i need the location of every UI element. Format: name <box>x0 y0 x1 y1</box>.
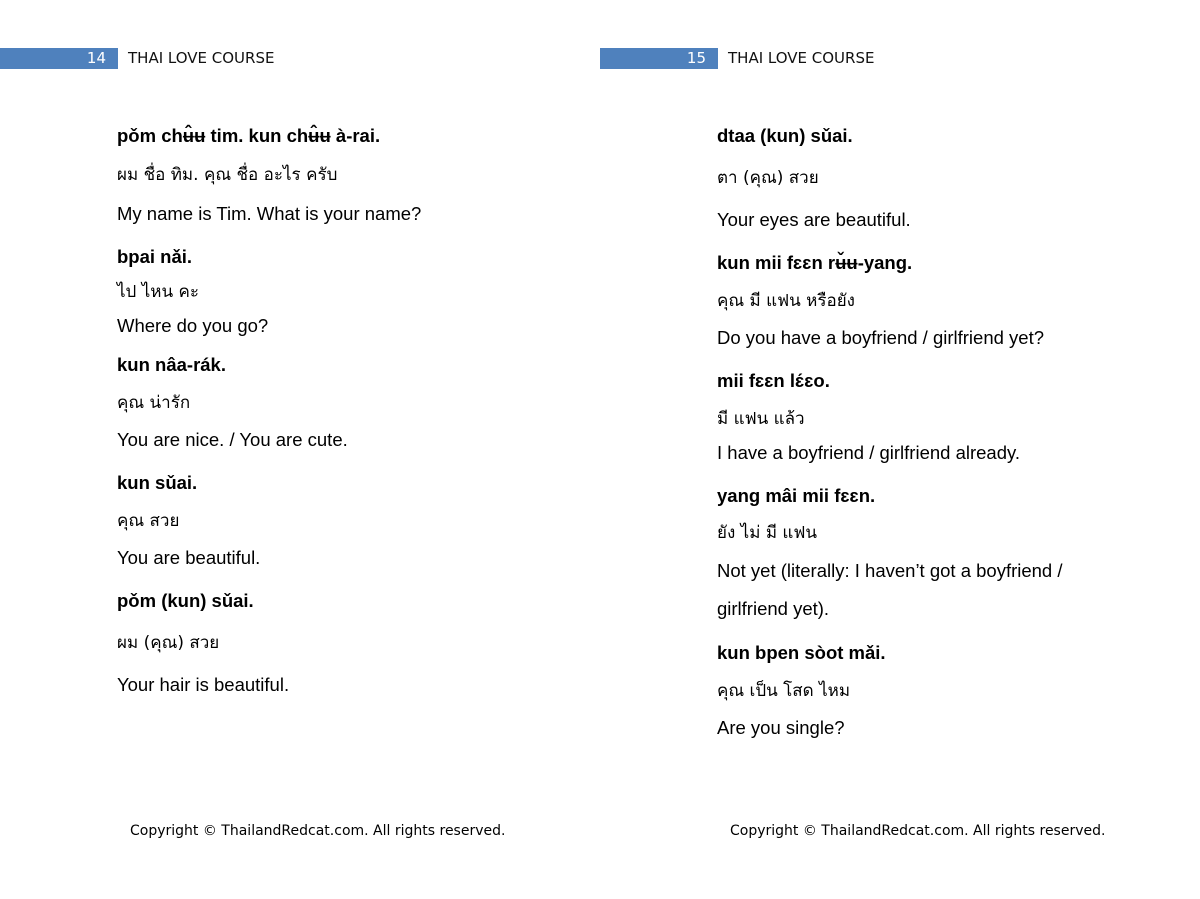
thai-text: คุณ มี แฟน หรือยัง <box>717 291 855 311</box>
page-number-bar <box>0 48 118 69</box>
copyright-footer: Copyright © ThailandRedcat.com. All rights reserved. <box>130 823 506 839</box>
transliteration: kun sǔai. <box>117 472 198 493</box>
thai-text: ตา (คุณ) สวย <box>717 168 819 188</box>
thai-text: ผม ชื่อ ทิม. คุณ ชื่อ อะไร ครับ <box>117 165 338 185</box>
english-translation: Your eyes are beautiful. <box>717 209 911 230</box>
page-header <box>600 48 1200 69</box>
transliteration: yang mâi mii fɛɛn. <box>717 485 876 506</box>
thai-text: คุณ สวย <box>117 511 180 531</box>
transliteration: pǒm chʉ̂ʉ tim. kun chʉ̂ʉ à-rai. <box>117 125 381 146</box>
english-translation: Your hair is beautiful. <box>117 674 290 695</box>
thai-text: คุณ เป็น โสด ไหม <box>717 681 851 701</box>
english-translation: I have a boyfriend / girlfriend already. <box>717 442 1021 463</box>
header-title: THAI LOVE COURSE <box>728 49 875 67</box>
right-page <box>600 0 1200 899</box>
transliteration: kun nâa-rák. <box>117 354 226 375</box>
page-number-bar <box>600 48 718 69</box>
page-number: 15 <box>686 49 706 67</box>
transliteration: bpai nǎi. <box>117 246 193 267</box>
transliteration: dtaa (kun) sǔai. <box>717 125 853 146</box>
english-translation-continued: girlfriend yet). <box>717 598 830 619</box>
transliteration: kun mii fɛɛn rʉ̌ʉ-yang. <box>717 252 913 273</box>
english-translation: Are you single? <box>717 717 845 738</box>
header-title: THAI LOVE COURSE <box>128 49 275 67</box>
transliteration: mii fɛɛn lɛ́ɛo. <box>717 370 830 391</box>
english-translation: You are beautiful. <box>117 547 261 568</box>
thai-text: ผม (คุณ) สวย <box>117 633 220 653</box>
english-translation: Not yet (literally: I haven’t got a boyfriend / <box>717 560 1063 581</box>
thai-text: ยัง ไม่ มี แฟน <box>717 523 818 543</box>
english-translation: My name is Tim. What is your name? <box>117 203 422 224</box>
page-header <box>0 48 600 69</box>
thai-text: มี แฟน แล้ว <box>717 409 805 429</box>
copyright-footer: Copyright © ThailandRedcat.com. All rights reserved. <box>730 823 1106 839</box>
english-translation: Where do you go? <box>117 315 269 336</box>
thai-text: ไป ไหน คะ <box>117 282 200 302</box>
english-translation: You are nice. / You are cute. <box>117 429 348 450</box>
english-translation: Do you have a boyfriend / girlfriend yet? <box>717 327 1045 348</box>
transliteration: kun bpen sòot mǎi. <box>717 642 886 663</box>
page-number: 14 <box>86 49 106 67</box>
thai-text: คุณ น่ารัก <box>117 393 191 413</box>
transliteration: pǒm (kun) sǔai. <box>117 590 254 611</box>
